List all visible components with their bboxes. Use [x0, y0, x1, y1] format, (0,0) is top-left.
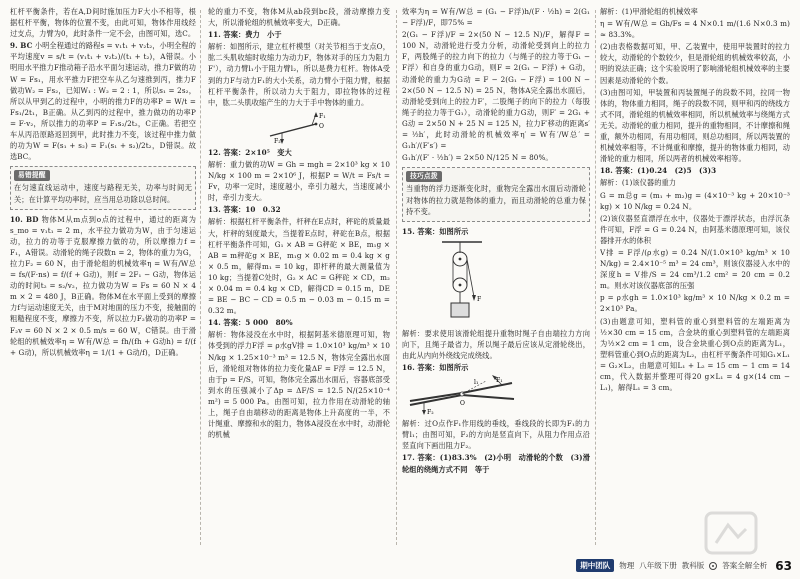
tip-box-mistake — [10, 166, 196, 209]
question-10-body: 物体M从m点到o点的过程中，通过的距离为s_mo = v₁t₁ = 2 m，水平拉力做功为W，由于匀速运动，拉力的功等于克服摩擦力做的功，所以摩擦力f = F₁，A错误。动滑轮的绳子段数n = 2，物体的重力为G，拉力F₂ = 60 N，由于滑轮组的机械效率η = W有/W总 = fs/(F·ns) = f/(f + G动)，则f = 2F₁ − G动，物体运动的时间t₂ = s₂/v₂，拉力做功为W = Fs = 60 N × 4 m × 2 = 480 J，B正确。物体M在水平面上受到的摩擦力f与运动速度无关，由于M对地面的压力不变，接触面的粗糙程度不变，摩擦力不变，所以拉力F₂做功的功率P = F₂v = 60 N × 2 × 0.5 m/s = 60 W，C错误。由于滑轮组的机械效率η = W有/W总 = fh/(fh + G动h) = f/(f + G动)，所以机械效率η = 1/(1 + G动/f)，D正确。 — [10, 214, 196, 357]
question-14-answer: 14. 答案：5 000 80% — [208, 318, 293, 328]
corner-watermark — [702, 509, 760, 557]
question-15-answer: 15. 答案：如图所示 — [402, 226, 469, 236]
question-12-answer: 12. 答案：2×10⁵ 变大 — [208, 147, 292, 157]
col4-part3: (3)由图可知，甲装置和丙装置绳子的段数不同，拉同一物体的，物体重力相同，绳子的段数不同，则甲和丙的绕线方式不同，滑轮组的机械效率相同，所以机械效率与绕绳方式无关。动滑轮的重力相同，提升的重物相同，不计摩擦和绳重，额外功相同，有用功相同，则总功相同，所以两装置的机械效率相等，不计绳重和摩擦，提升的物体重力相同，动滑轮的重力相同，所以两者的机械效率相等。 — [600, 87, 790, 164]
fig16-label-l1: l₁ — [474, 379, 479, 387]
question-13-answer: 13. 答案：10 0.32 — [208, 205, 281, 215]
tip-body: 在匀速直线运动中，速度与路程无关，功率与时间无关；在计算平均功率时，应当用总功除以总时间。 — [14, 183, 192, 204]
question-18-step2: (2)该仪器竖直漂浮在水中，仪器处于漂浮状态，由浮沉条件可知，F浮 = G = 0.24 N，由阿基米德原理可知，该仪器排开水的体积 — [600, 213, 790, 245]
footer-grade: 八年级下册 — [639, 561, 677, 570]
question-12-body: 解析：重力做的功W = Gh = mgh = 2×10³ kg × 10 N/kg × 100 m = 2×10⁶ J，根据P = W/t = Fs/t = Fv，功率一定时，速度越小，牵引力越大，当速度减小时，牵引力变大。 — [208, 159, 390, 203]
column-1 — [10, 6, 196, 549]
column-divider — [200, 10, 201, 545]
tip-box-technique — [402, 167, 590, 221]
question-13-body: 解析：根据杠杆平衡条件，杆秤在E点时，秤砣的质量最大，杆秤的刻度最大，当提着E点时，秤砣在B点，根据杠杆平衡条件可知，G₁ × AB = G秤砣 × BE，m₁g × AB = m秤砣g × BE，m₁g × 0.02 m = 0.4 kg × g × 0.5 m，解得m₁ = 10 kg，即杆秤的最大测量值为10 kg；当提着C处时，G₂ × AC = G秤砣 × CD，m₂ × 0.04 m = 0.4 kg × CD，解得CD = 0.15 m，DE = BE − BC − CD = 0.5 m − 0.03 m − 0.15 m = 0.32 m。 — [208, 217, 390, 316]
footer-edition: 教科版 — [681, 561, 705, 570]
pliers-figure — [402, 375, 532, 415]
fig16-label-f1: F₁ — [496, 377, 503, 385]
fig16-label-o: O — [460, 400, 466, 408]
question-17-answer: 17. 答案：(1)83.3% (2)小明 动滑轮的个数 (3)滑轮组的绕绳方式不同 等于 — [402, 453, 590, 474]
question-9-body: 小明全程通过的路程s = v₁t₁ + v₂t₂，小明全程的平均速度v = s/t = (v₁t₁ + v₂t₂)/(t₁ + t₂)，A错误。小明用水平推力F推动箱子沿水平面匀速运动，推力F做的功W = Fs₁，用水平推力F把空车从乙匀速推到丙，推力F做功W₂ = Fs₂，已知W₁ : W₂ = 2 : 1，所以s₁ = 2s₂，所以从甲到乙的过程中，小明的推力F的功率P = W/t = Fs₁/2t₁，B正确。从乙到丙的过程中，推力做功的功率P = F·v₂，所以推力的功率P = F₁s₂/2t₂，C正确。若把空车从丙沿原路返回到甲，此时推力不变，该过程中推力做的功为W = F(s₁ + s₂) = F₁(s₁ + s₂)/2t₂，D错误。故选BC。 — [10, 41, 196, 162]
question-11-body: 解析：如图所示，建立杠杆模型（对关节相当于支点O，肱二头肌收缩时收缩力为动力F，物体对手的压力为阻力F'），动力臂l₁小于阻力臂l₂，所以是费力杠杆。物体A受到的力F与动力F₁的大小关系，动力臂小于阻力臂，根据杠杆平衡条件，所以动力大于阻力，即拉物体的过程中，肱二头肌收缩产生的力大于手中物体的重力。 — [208, 42, 390, 107]
fig15-label-f: F — [477, 295, 482, 303]
tip-title: 易错提醒 — [14, 170, 50, 181]
question-10 — [10, 214, 196, 358]
col2-intro: 轮的重力不变，物体M从ab段到bc段，滑动摩擦力变大，所以滑轮组的机械效率变大，D正确。 — [208, 7, 390, 28]
column-2 — [208, 6, 390, 549]
fig11-label-f1: F₁ — [319, 112, 326, 120]
col4-efficiency: η = W有/W总 = Gh/Fs = 4 N×0.1 m/(1.6 N×0.3 m) ≈ 83.3%。 — [600, 19, 790, 40]
question-18-step5: (3)由题意可知，塑料管的重心到塑料管的左端距离为½×30 cm = 15 cm，合金块的重心到塑料管的左端距离为½×2 cm = 1 cm，设合金块重心到O点的距离为L₁，塑料管重心到O点的距离为L₂，由杠杆平衡条件可知G₁×L₁ = G₂×L₂，由题意可知L₁ + L₂ = 15 cm − 1 cm = 14 cm，代入数据并整理可得20 g×L₁ = 4 g×(14 cm − L₁)，解得L₁ = 3 cm。 — [600, 316, 790, 393]
col4-part2: (2)由表格数据可知，甲、乙装置中，使用甲装置时的拉力较大，动滑轮的个数较少，但是滑轮组的机械效率较高，小明的说法正确；这个实验说明了影响滑轮组机械效率的主要因素是动滑轮的个数。 — [600, 42, 790, 85]
column-divider — [595, 10, 596, 545]
question-18-step4: p = ρ水gh = 1.0×10³ kg/m³ × 10 N/kg × 0.2 m = 2×10³ Pa。 — [600, 293, 790, 314]
tip-body: 当重物的浮力逐渐变化时，重物完全露出水面后动滑轮对物体的拉力就是物体的重力，而且动滑轮的总重力保持不变。 — [406, 184, 586, 216]
question-18-answer: 18. 答案：(1)0.24 (2)5 (3)3 — [600, 166, 717, 176]
question-18-body: 解析：(1)该仪器的重力 — [600, 178, 677, 188]
footer-book-title: 答案全解全析 — [722, 561, 768, 570]
question-11-answer: 11. 答案：费力 小于 — [208, 30, 282, 40]
col3-result: G₁h′/(F′ · ½h′) = 2×50 N/125 N = 80%。 — [402, 153, 553, 163]
lever-arm-figure — [208, 110, 328, 144]
fig16-label-f2: F₂ — [427, 409, 434, 416]
col3-formula-1: 效率为η = W有/W总 = (G₁ − F浮)h/(F · ½h) = 2(G₁ − F浮)/F，即75% = — [402, 7, 590, 28]
question-18-step3: V排 = F浮/(ρ水g) = 0.24 N/(1.0×10³ kg/m³ × 10 N/kg) = 2.4×10⁻⁵ m³ = 24 cm³，则该仪器浸入水中的深度h = V排/S = 24 cm³/1.2 cm² = 20 cm = 0.2 m。则水对该仪器底部的压强 — [600, 247, 790, 291]
footer-bar — [576, 558, 792, 573]
page-footer — [0, 553, 800, 579]
column-4 — [600, 6, 790, 549]
tip-title: 技巧点拨 — [406, 171, 442, 182]
fig11-label-o: O — [319, 122, 325, 130]
question-9-number: 9. BC — [10, 41, 33, 51]
question-9 — [10, 40, 196, 162]
question-10-number: 10. BD — [10, 214, 39, 224]
page-number: 63 — [775, 558, 792, 573]
question-16-body: 解析：过O点作F₁作用线的垂线，垂线段的长即为F₁的力臂l₁；由图可知，F₂的方向是竖直向下，从阻力作用点沿竖直向下画出阻力F₂。 — [402, 419, 590, 451]
question-14-body: 解析：物体浸没在水中时，根据阿基米德原理可知，物体受到的浮力F浮 = ρ水gV排 = 1.0×10³ kg/m³ × 10 N/kg × 1.25×10⁻³ m³ = 12.5 N，物体完全露出水面后，滑轮组对物体的拉力变化量ΔF = F浮 = 12.5 N，由于p = F/S，可知，物体完全露出水面后，容器底部受到水的压强减小了Δp = ΔF/S = 12.5 N/(25×10⁻⁴ m²) = 5 000 Pa。由图可知，拉力作用在动滑轮的轴上，绳子自由端移动的距离是物体上升高度的一半，不计绳重、摩擦和水的阻力，物体A浸没在水中时，动滑轮的机械 — [208, 330, 390, 440]
question-15-body: 解析：要求使用该滑轮组提升重物时绳子自由端拉力方向向下，且绳子最省力，所以绳子最后应该从定滑轮绕出，由此从内向外绕线完成绕线。 — [402, 328, 590, 360]
question-18-step1: G = m总g = (m₁ + m₂)g = (4×10⁻³ kg + 20×10⁻³ kg) × 10 N/kg = 0.24 N。 — [600, 190, 790, 211]
question-16-answer: 16. 答案：如图所示 — [402, 363, 469, 373]
bullet-circle-icon — [709, 562, 717, 570]
column-divider — [396, 10, 397, 545]
column-3 — [402, 6, 590, 549]
footer-subject: 物理 — [619, 561, 635, 570]
col1-intro: 杠杆平衡条件，若在A,D间时施加压力F大小不相等，根据杠杆平衡，物体的位置不变，由此可知，物体作用线经过支点，力臂为0，此时条件一定不会，由图可知，选C。 — [10, 7, 196, 39]
col3-derivation: 2(G₁ − F浮)/F = 2×(50 N − 12.5 N)/F，解得F = 100 N，动滑轮进行受力分析，动滑轮受到向上的拉力F，两股绳子的拉力向下的拉力（与绳子的拉力等于G₁ − F浮）和自身的重力G动，则F = 2(G₁ − F浮) + G动，动滑轮的重力为G动 = F − 2(G₁ − F浮) = 100 N − 2×(50 N − 12.5 N) = 25 N，物体A完全露出水面后，动滑轮受到向上的拉力F′，二股绳子的向下的拉力（每股绳子的拉力等于G₁），动滑轮的重力G动，则F′ = 2G₁ + G动 = 2×50 N + 25 N = 125 N，拉力F′移动的距离s′ = ½h′，此时动滑轮的机械效率η′ = W有′/W总′ = G₁h′/(F′s′) = — [402, 30, 590, 151]
brand-badge: 期中团队 — [576, 559, 614, 572]
col4-intro: 解析：(1)甲滑轮组的机械效率 — [600, 7, 698, 16]
pulley-figure — [402, 239, 522, 325]
fig11-label-f2: F₂ — [274, 137, 281, 144]
